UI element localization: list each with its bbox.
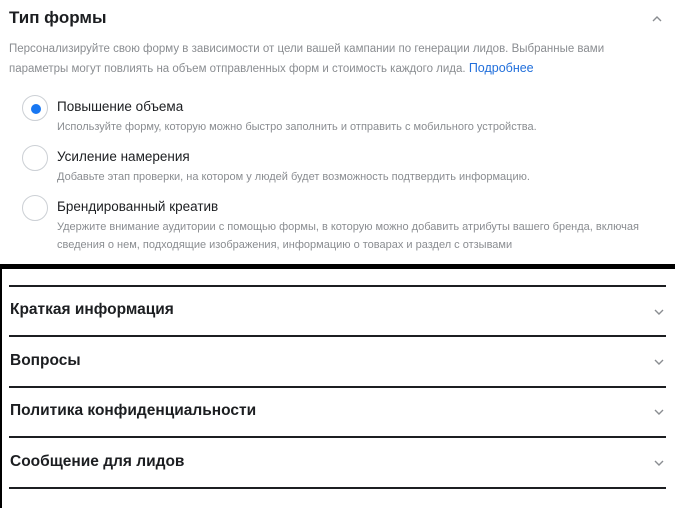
option-label: Усиление намерения — [57, 149, 190, 164]
option-description: Используйте форму, которую можно быстро заполнить и отправить с мобильного устройства. — [57, 121, 537, 133]
accordion-title: Политика конфиденциальности — [10, 402, 257, 419]
chevron-down-icon — [653, 357, 665, 367]
chevron-down-icon — [653, 407, 665, 417]
option-branded-creative[interactable] — [22, 195, 662, 255]
chevron-down-icon — [653, 458, 665, 468]
accordion-privacy-policy[interactable] — [2, 388, 675, 438]
option-higher-intent[interactable] — [22, 145, 662, 185]
option-more-volume[interactable] — [22, 95, 662, 135]
accordion-questions[interactable] — [2, 337, 675, 387]
option-label: Повышение объема — [57, 99, 184, 114]
chevron-up-icon[interactable] — [650, 13, 664, 25]
radio-button[interactable] — [22, 195, 48, 221]
option-label: Брендированный креатив — [57, 199, 219, 214]
chevron-down-icon — [653, 307, 665, 317]
section-title: Тип формы — [9, 8, 107, 27]
accordion-title: Краткая информация — [10, 301, 174, 318]
section-description — [9, 40, 649, 79]
description-text: Персонализируйте свою форму в зависимости от цели вашей кампании по генерации лидов. Выбранные вами параметры могут повлиять на объем отправленных форм и стоимость каждого лида. — [9, 43, 605, 75]
divider — [9, 487, 666, 489]
accordion-title: Вопросы — [10, 352, 81, 369]
accordion-intro[interactable] — [2, 287, 675, 337]
accordion-lead-message[interactable] — [2, 438, 675, 488]
accordion-title: Сообщение для лидов — [10, 453, 185, 470]
option-description: Добавьте этап проверки, на котором у людей будет возможность подтвердить информацию. — [57, 171, 530, 183]
option-description: Удержите внимание аудитории с помощью формы, в которую можно добавить атрибуты вашего бренда, включая сведения о нем, подходящие изображения, информацию о товарах и раздел с отзывами — [57, 221, 639, 251]
learn-more-link[interactable]: Подробнее — [468, 61, 534, 75]
radio-button[interactable] — [22, 145, 48, 171]
radio-button-checked[interactable] — [22, 95, 48, 121]
accordion-list — [0, 269, 675, 508]
